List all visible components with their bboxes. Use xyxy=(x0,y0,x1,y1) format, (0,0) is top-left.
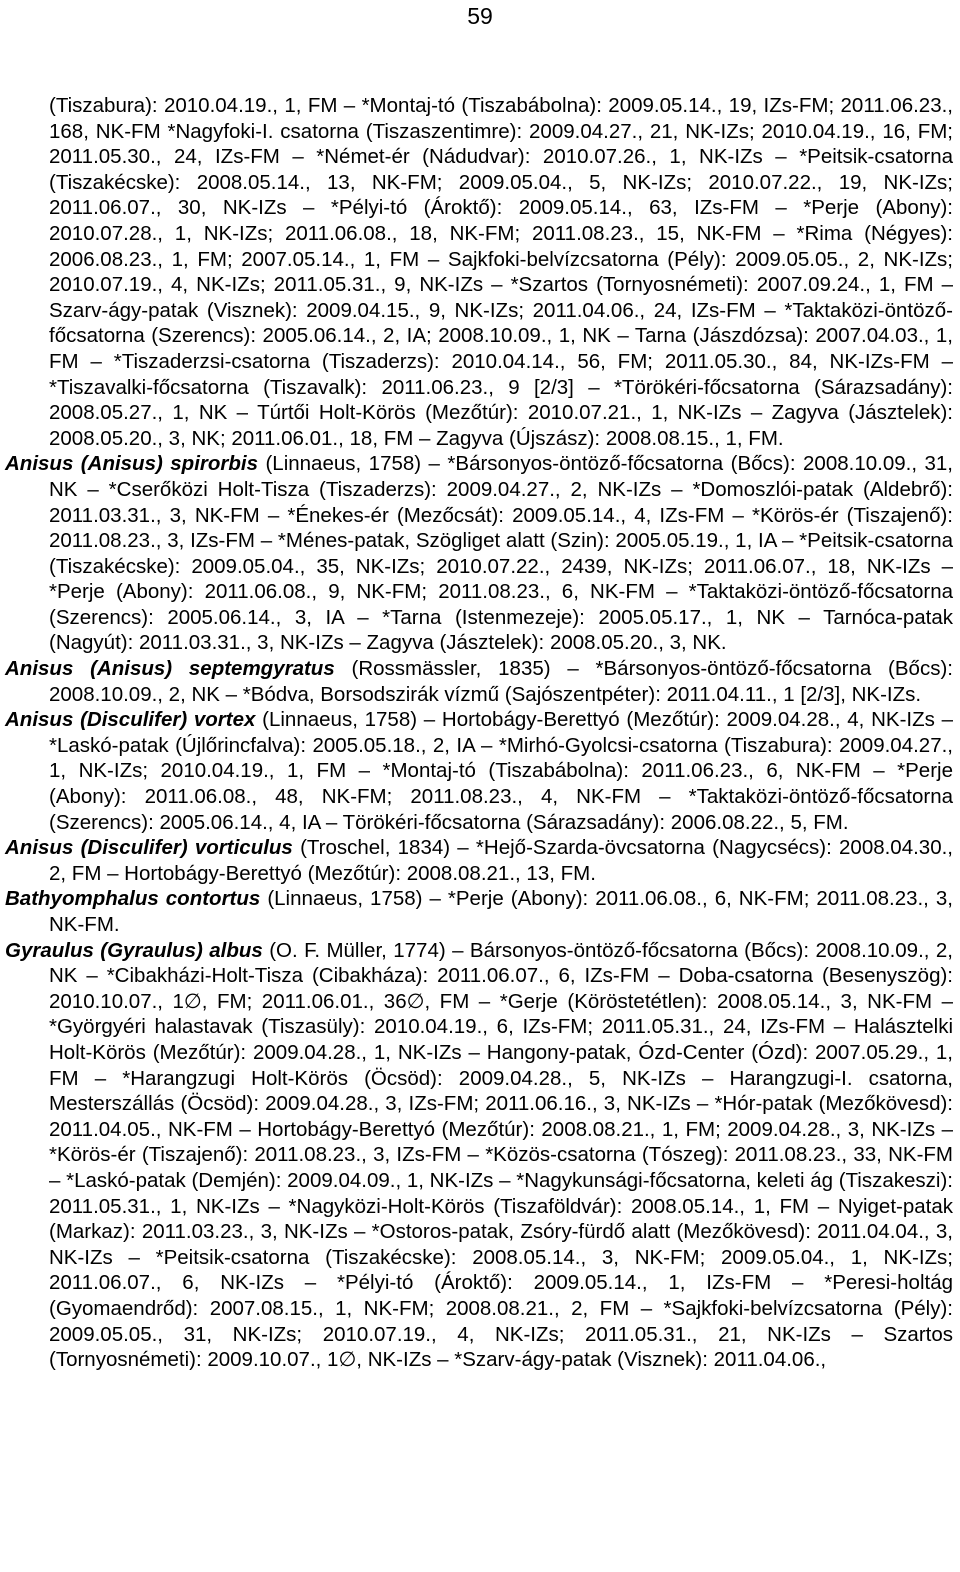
page-number: 59 xyxy=(467,3,493,29)
species-name: Anisus (Disculifer) vortex xyxy=(5,708,256,732)
species-name: Anisus (Anisus) septemgyratus xyxy=(5,657,335,681)
species-entry xyxy=(5,938,953,1373)
species-entry xyxy=(5,656,953,707)
species-name: Anisus (Anisus) spirorbis xyxy=(5,452,258,476)
species-name: Gyraulus (Gyraulus) albus xyxy=(5,938,263,962)
species-name: Bathyomphalus contortus xyxy=(5,887,261,911)
species-records: (Linnaeus, 1758) – Hortobágy-Berettyó (Mezőtúr): 2009.04.28., 4, NK-IZs – *Laskó-patak (Újlőrincfalva): 2005.05.18., 2, IA – *Mirhó-Gyolcsi-csatorna (Tiszabura): 2009.04.27., 1, NK-IZs; 2010.04.19., 1, FM – *Montaj-tó (Tiszabábolna): 2011.06.23., 6, NK-FM – *Perje (Abony): 2011.06.08., 48, NK-FM; 2011.08.23., 4, NK-FM – *Taktaközi-öntöző-főcsatorna (Szerencs): 2005.06.14., 4, IA – Törökéri-főcsatorna (Sárazsadány): 2006.08.22., 5, FM. xyxy=(49,708,953,834)
paragraph-text: (Tiszabura): 2010.04.19., 1, FM – *Montaj-tó (Tiszabábolna): 2009.05.14., 19, IZs-FM; 2011.06.23., 168, NK-FM *Nagyfoki-I. csatorna (Tiszaszentimre): 2009.04.27., 21, NK-IZs; 2010.04.19., 16, FM; 2011.05.30., 24, IZs-FM – *Német-ér (Nádudvar): 2010.07.26., 1, NK-IZs – *Peitsik-csatorna (Tiszakécske): 2008.05.14., 13, NK-FM; 2009.05.04., 5, NK-IZs; 2010.07.22., 19, NK-IZs; 2011.06.07., 30, NK-IZs – *Pélyi-tó (Ároktő): 2009.05.14., 63, IZs-FM – *Perje (Abony): 2010.07.28., 1, NK-IZs; 2011.06.08., 18, NK-FM; 2011.08.23., 15, NK-FM – *Rima (Négyes): 2006.08.23., 1, FM; 2007.05.14., 1, FM – Sajkfoki-belvízcsatorna (Pély): 2009.05.05., 2, NK-IZs; 2010.07.19., 4, NK-IZs; 2011.05.31., 9, NK-IZs – *Szartos (Tornyosnémeti): 2007.09.24., 1, FM – Szarv-ágy-patak (Visznek): 2009.04.15., 9, NK-IZs; 2011.04.06., 24, IZs-FM – *Taktaközi-öntöző-főcsatorna (Szerencs): 2005.06.14., 2, IA; 2008.10.09., 1, NK – Tarna (Jászdózsa): 2007.04.03., 1, FM – *Tiszaderzsi-csatorna (Tiszaderzs): 2010.04.14., 56, FM; 2011.05.30., 84, NK-IZs-FM – *Tiszavalki-főcsatorna (Tiszavalk): 2011.06.23., 9 [2/3] – *Törökéri-főcsatorna (Sárazsadány): 2008.05.27., 1, NK – Túrtői Holt-Körös (Mezőtúr): 2010.07.21., 1, NK-IZs – Zagyva (Jásztelek): 2008.05.20., 3, NK; 2011.06.01., 18, FM – Zagyva (Újszász): 2008.08.15., 1, FM. xyxy=(49,94,953,450)
species-records: (Troschel, 1834) – *Hejő-Szarda-övcsatorna (Nagycsécs): 2008.04.30., 2, FM – Hortobágy-Berettyó (Mezőtúr): 2008.08.21., 13, FM. xyxy=(49,836,954,885)
page-body xyxy=(5,93,953,1373)
species-entry xyxy=(5,707,953,835)
species-records: (Linnaeus, 1758) – *Perje (Abony): 2011.06.08., 6, NK-FM; 2011.08.23., 3, NK-FM. xyxy=(49,887,953,936)
species-entry xyxy=(5,451,953,656)
species-records: (Linnaeus, 1758) – *Bársonyos-öntöző-főcsatorna (Bőcs): 2008.10.09., 31, NK – *Cserőközi Holt-Tisza (Tiszaderzs): 2009.04.27., 2, NK-IZs – *Domoszlói-patak (Aldebrő): 2011.03.31., 3, NK-FM – *Énekes-ér (Mezőcsát): 2009.05.14., 4, IZs-FM – *Körös-ér (Tiszajenő): 2011.08.23., 3, IZs-FM – *Ménes-patak, Szögliget alatt (Szin): 2005.05.19., 1, IA – *Peitsik-csatorna (Tiszakécske): 2009.05.04., 35, NK-IZs; 2010.07.22., 2439, NK-IZs; 2011.06.07., 18, NK-IZs – *Perje (Abony): 2011.06.08., 9, NK-FM; 2011.08.23., 6, NK-FM – *Taktaközi-öntöző-főcsatorna (Szerencs): 2005.06.14., 3, IA – *Tarna (Istenmezeje): 2005.05.17., 1, NK – Tarnóca-patak (Nagyút): 2011.03.31., 3, NK-IZs – Zagyva (Jásztelek): 2008.05.20., 3, NK. xyxy=(49,452,953,655)
species-entry xyxy=(5,886,953,937)
continuation-paragraph xyxy=(5,93,953,451)
species-name: Anisus (Disculifer) vorticulus xyxy=(5,836,293,860)
species-entry xyxy=(5,835,953,886)
species-records: (O. F. Müller, 1774) – Bársonyos-öntöző-főcsatorna (Bőcs): 2008.10.09., 2, NK – *Cibakházi-Holt-Tisza (Cibakháza): 2011.06.07., 6, IZs-FM – Doba-csatorna (Besenyszög): 2010.10.07., 1∅, FM; 2011.06.01., 36∅, FM – *Gerje (Köröstetétlen): 2008.05.14., 3, NK-FM – *Györgyéri halastavak (Tiszasüly): 2010.04.19., 6, IZs-FM; 2011.05.31., 24, IZs-FM – Halásztelki Holt-Körös (Mezőtúr): 2009.04.28., 1, NK-IZs – Hangony-patak, Ózd-Center (Ózd): 2007.05.29., 1, FM – *Harangzugi Holt-Körös (Öcsöd): 2009.04.28., 5, NK-IZs – Harangzugi-I. csatorna, Mesterszállás (Öcsöd): 2009.04.28., 3, IZs-FM; 2011.06.16., 3, NK-IZs – *Hór-patak (Mezőkövesd): 2011.04.05., NK-FM – Hortobágy-Berettyó (Mezőtúr): 2008.08.21., 1, FM; 2009.04.28., 3, NK-IZs – *Körös-ér (Tiszajenő): 2011.08.23., 3, IZs-FM – *Közös-csatorna (Tószeg): 2011.08.23., 33, NK-FM – *Laskó-patak (Demjén): 2009.04.09., 1, NK-IZs – *Nagykunsági-főcsatorna, keleti ág (Tiszakeszi): 2011.05.31., 1, NK-IZs – *Nagyközi-Holt-Körös (Tiszaföldvár): 2008.05.14., 1, FM – Nyiget-patak (Markaz): 2011.03.23., 3, NK-IZs – *Ostoros-patak, Zsóry-fürdő alatt (Mezőkövesd): 2011.04.04., 3, NK-IZs – *Peitsik-csatorna (Tiszakécske): 2008.05.14., 3, NK-FM; 2009.05.04., 1, NK-IZs; 2011.06.07., 6, NK-IZs – *Pélyi-tó (Ároktő): 2009.05.14., 1, IZs-FM – *Peresi-holtág (Gyomaendrőd): 2007.08.15., 1, NK-FM; 2008.08.21., 2, FM – *Sajkfoki-belvízcsatorna (Pély): 2009.05.05., 31, NK-IZs; 2010.07.19., 4, NK-IZs; 2011.05.31., 21, NK-IZs – Szartos (Tornyosnémeti): 2009.10.07., 1∅, NK-IZs – *Szarv-ágy-patak (Visznek): 2011.04.06., xyxy=(49,938,953,1372)
species-records: (Rossmässler, 1835) – *Bársonyos-öntöző-főcsatorna (Bőcs): 2008.10.09., 2, NK – *Bódva, Borsodszirák vízmű (Sajószentpéter): 2011.04.11., 1 [2/3], NK-IZs. xyxy=(49,657,953,706)
